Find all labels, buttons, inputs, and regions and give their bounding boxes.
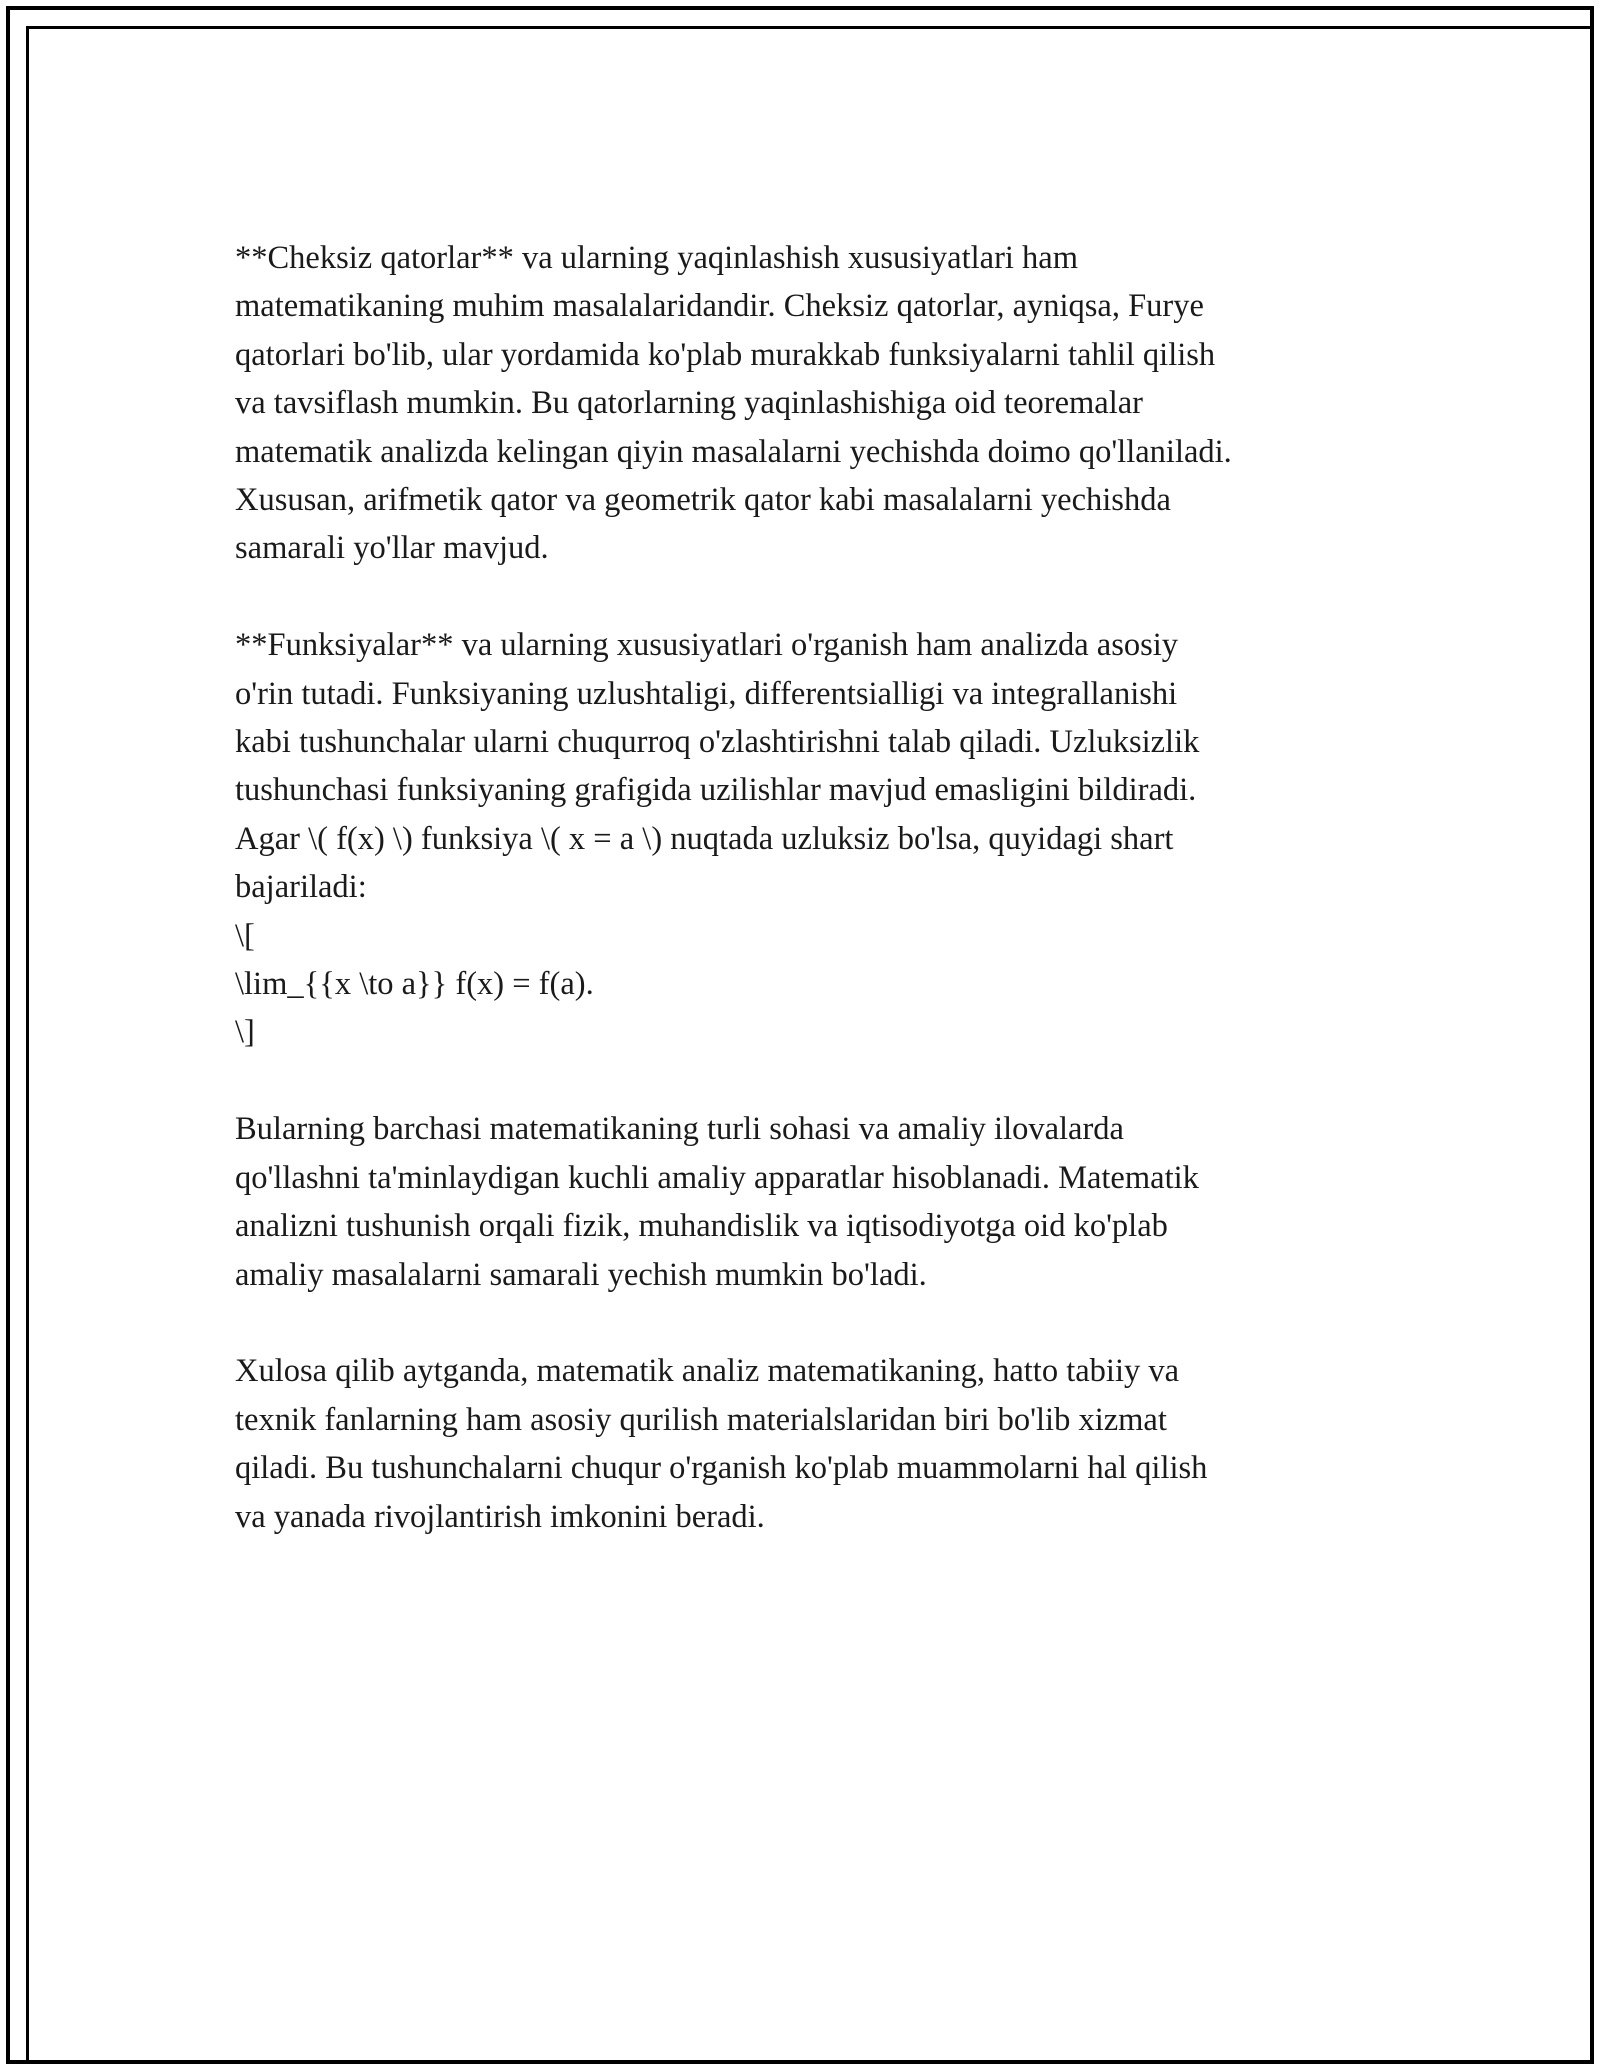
- text-line: Xususan, arifmetik qator va geometrik qator kabi masalalarni yechishda: [235, 482, 1171, 519]
- math-formula: \lim_{{x \to a}} f(x) = f(a).: [235, 966, 594, 1003]
- paragraph-infinite-series: [235, 234, 1380, 573]
- text-line: matematik analizda kelingan qiyin masalalarni yechishda doimo qo'llaniladi.: [235, 433, 1232, 470]
- text-line: Bularning barchasi matematikaning turli sohasi va amaliy ilovalarda: [235, 1111, 1124, 1148]
- text-line: **Funksiyalar** va ularning xususiyatlari o'rganish ham analizda asosiy: [235, 627, 1179, 664]
- text-line: samarali yo'llar mavjud.: [235, 530, 549, 567]
- paragraph-functions: [235, 621, 1380, 1057]
- text-line: va tavsiflash mumkin. Bu qatorlarning yaqinlashishiga oid teoremalar: [235, 385, 1143, 422]
- text-line: Agar \( f(x) \) funksiya \( x = a \) nuqtada uzluksiz bo'lsa, quyidagi shart: [235, 820, 1174, 857]
- math-delimiter-close: \]: [235, 1014, 255, 1051]
- text-line: Xulosa qilib aytganda, matematik analiz matematikaning, hatto tabiiy va: [235, 1353, 1180, 1390]
- document-body: [235, 234, 1380, 1589]
- text-line: matematikaning muhim masalalaridandir. Cheksiz qatorlar, ayniqsa, Furye: [235, 288, 1204, 325]
- text-line: analizni tushunish orqali fizik, muhandislik va iqtisodiyotga oid ko'plab: [235, 1208, 1168, 1245]
- text-line: o'rin tutadi. Funksiyaning uzlushtaligi, differentsialligi va integrallanishi: [235, 675, 1178, 712]
- text-line: bajariladi:: [235, 869, 367, 906]
- math-delimiter-open: \[: [235, 917, 255, 954]
- text-line: amaliy masalalarni samarali yechish mumkin bo'ladi.: [235, 1256, 927, 1293]
- text-line: qo'llashni ta'minlaydigan kuchli amaliy apparatlar hisoblanadi. Matematik: [235, 1159, 1199, 1196]
- text-line: va yanada rivojlantirish imkonini beradi.: [235, 1498, 765, 1535]
- paragraph-conclusion: [235, 1347, 1380, 1541]
- text-line: tushunchasi funksiyaning grafigida uzilishlar mavjud emasligini bildiradi.: [235, 772, 1197, 809]
- paragraph-applications: [235, 1105, 1380, 1299]
- text-line: qatorlari bo'lib, ular yordamida ko'plab murakkab funksiyalarni tahlil qilish: [235, 336, 1216, 373]
- text-line: **Cheksiz qatorlar** va ularning yaqinlashish xususiyatlari ham: [235, 240, 1079, 276]
- text-line: kabi tushunchalar ularni chuqurroq o'zlashtirishni talab qiladi. Uzluksizlik: [235, 724, 1200, 761]
- text-line: qiladi. Bu tushunchalarni chuqur o'rganish ko'plab muammolarni hal qilish: [235, 1450, 1208, 1487]
- text-line: texnik fanlarning ham asosiy qurilish materialslaridan biri bo'lib xizmat: [235, 1401, 1167, 1438]
